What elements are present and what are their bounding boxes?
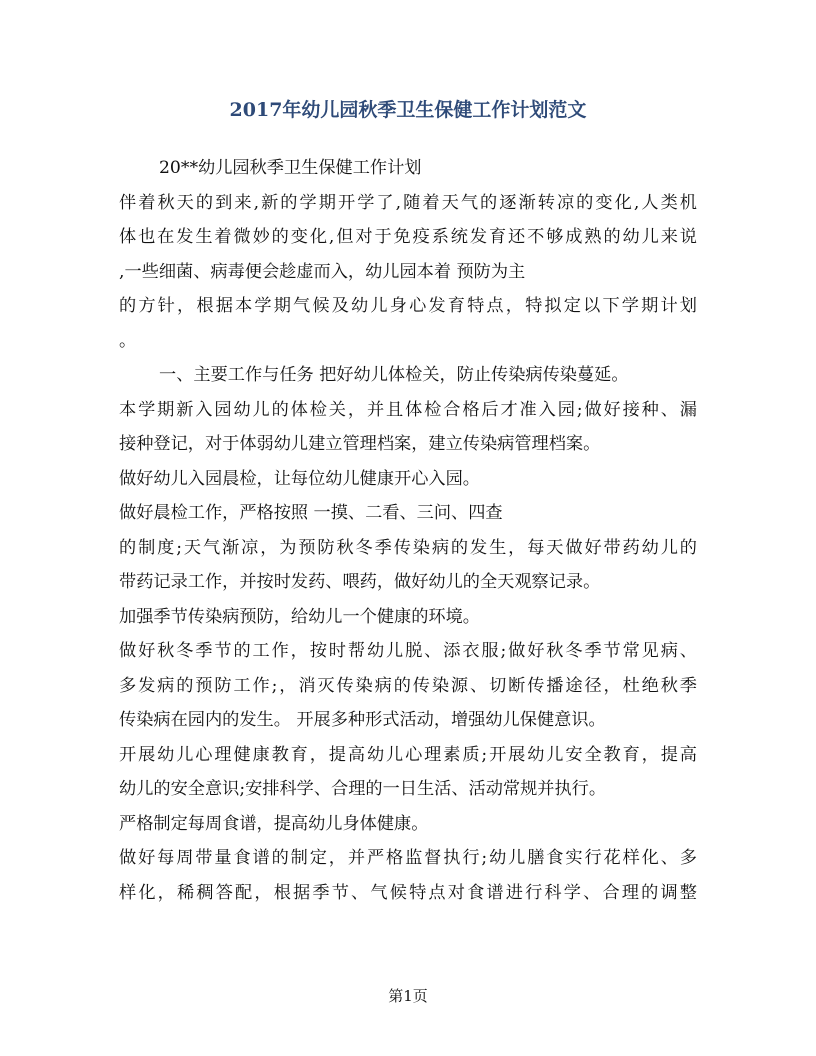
- body-line: 本学期新入园幼儿的体检关，并且体检合格后才准入园;做好接种、漏: [119, 399, 697, 420]
- page-number: 第1页: [388, 987, 428, 1005]
- body-line: 做好晨检工作，严格按照 一摸、二看、三问、四查: [119, 503, 503, 523]
- body-line: 严格制定每周食谱，提高幼儿身体健康。: [119, 813, 429, 834]
- body-line: 伴着秋天的到来,新的学期开学了,随着天气的逐渐转凉的变化,人类机: [119, 192, 697, 213]
- body-line: 多发病的预防工作;，消灭传染病的传染源、切断传播途径，杜绝秋季: [119, 675, 697, 696]
- body-line: 做好秋冬季节的工作，按时帮幼儿脱、添衣服;做好秋冬季节常见病、: [119, 641, 697, 661]
- body-line: 的制度;天气渐凉，为预防秋冬季传染病的发生，每天做好带药幼儿的: [119, 537, 697, 558]
- body-line: 一、主要工作与任务 把好幼儿体检关，防止传染病传染蔓延。: [159, 365, 629, 385]
- body-line: 做好每周带量食谱的制定，并严格监督执行;幼儿膳食实行花样化、多: [119, 848, 697, 868]
- body-line: 做好幼儿入园晨检，让每位幼儿健康开心入园。: [119, 468, 480, 489]
- document-title: 2017年幼儿园秋季卫生保健工作计划范文: [229, 99, 587, 121]
- body-line: 样化，稀稠答配，根据季节、气候特点对食谱进行科学、合理的调整: [119, 882, 697, 903]
- body-line: 的方针，根据本学期气候及幼儿身心发育特点，特拟定以下学期计划: [119, 296, 697, 316]
- body-line: ,一些细菌、病毒便会趁虚而入，幼儿园本着 预防为主: [119, 261, 526, 282]
- document-body: [119, 151, 697, 910]
- body-line: 带药记录工作，并按时发药、喂药，做好幼儿的全天观察记录。: [119, 572, 601, 592]
- body-line: 体也在发生着微妙的变化,但对于免疫系统发育还不够成熟的幼儿来说: [119, 227, 697, 247]
- body-line: 20**幼儿园秋季卫生保健工作计划: [159, 158, 422, 178]
- body-line: 开展幼儿心理健康教育，提高幼儿心理素质;开展幼儿安全教育，提高: [119, 744, 697, 765]
- body-line: 加强季节传染病预防，给幼儿一个健康的环境。: [119, 606, 480, 627]
- body-line: 传染病在园内的发生。 开展多种形式活动，增强幼儿保健意识。: [119, 710, 606, 730]
- body-line: 幼儿的安全意识;安排科学、合理的一日生活、活动常规并执行。: [119, 779, 607, 799]
- body-line: 。: [119, 330, 137, 351]
- body-line: 接种登记，对于体弱幼儿建立管理档案，建立传染病管理档案。: [119, 434, 601, 454]
